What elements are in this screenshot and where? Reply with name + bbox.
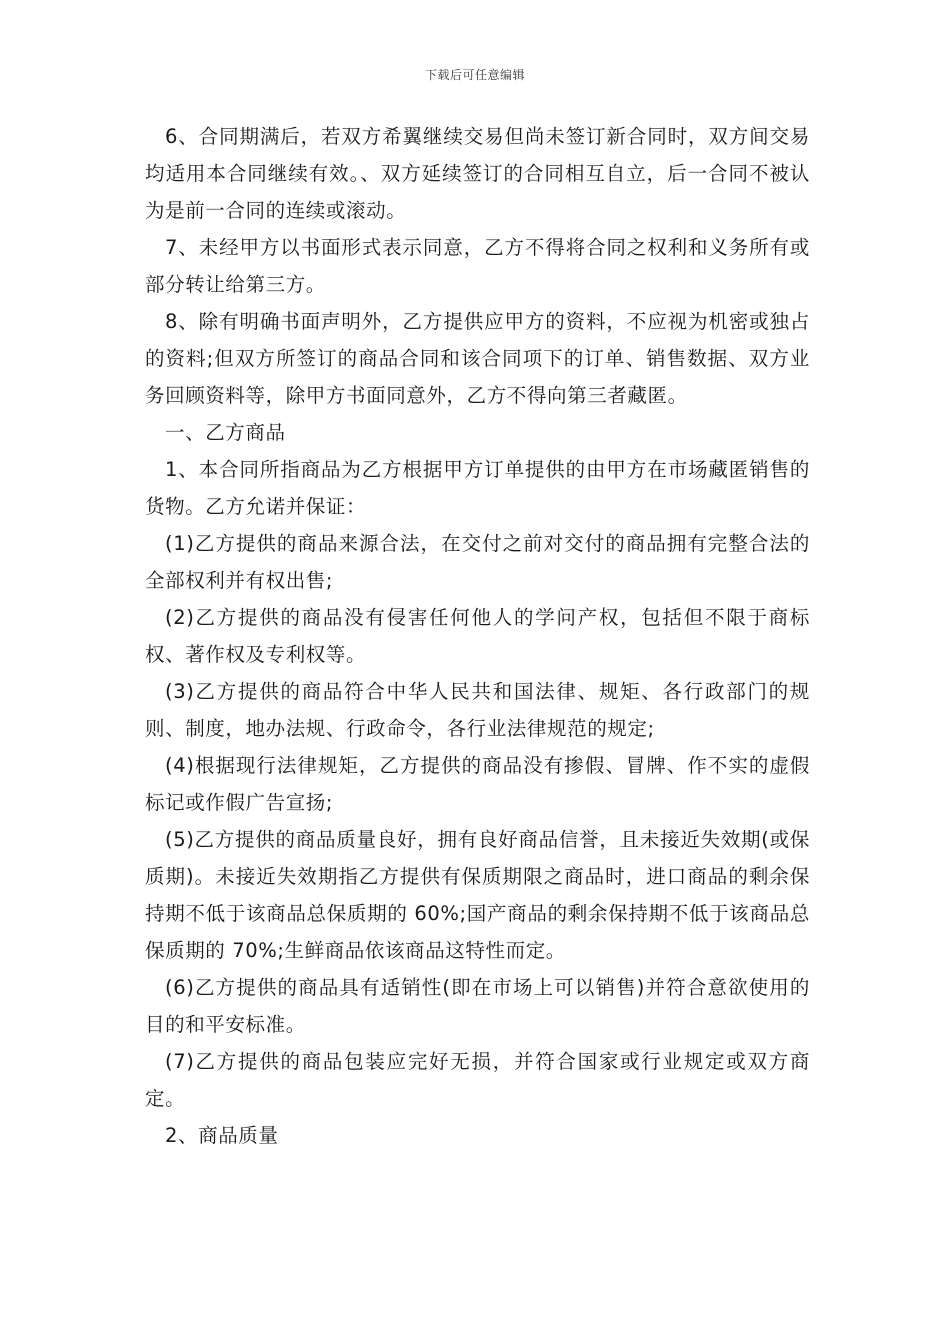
header-note: 下载后可任意编辑 [424, 68, 525, 82]
warranty-item-6: (6)乙方提供的商品具有适销性(即在市场上可以销售)并符合意欲使用的目的和平安标准。 [145, 976, 810, 1036]
warranty-item-3: (3)乙方提供的商品符合中华人民共和国法律、规矩、各行政部门的规则、制度，地办法规、行政命令，各行业法律规范的规定; [145, 680, 810, 740]
clause-8: 8、除有明确书面声明外，乙方提供应甲方的资料，不应视为机密或独占的资料;但双方所签订的商品合同和该合同项下的订单、销售数据、双方业务回顾资料等，除甲方书面同意外，乙方不得向第三者藏匿。 [145, 310, 810, 407]
warranty-item-7: (7)乙方提供的商品包装应完好无损，并符合国家或行业规定或双方商定。 [145, 1050, 810, 1110]
warranty-item-5: (5)乙方提供的商品质量良好，拥有良好商品信誉，且未接近失效期(或保质期)。未接近失效期指乙方提供有保质期限之商品时，进口商品的剩余保持期不低于该商品总保质期的 60%;国产商品的剩余保持期不低于该商品总保质期的 70%;生鲜商品依该商品这特性而定。 [145, 828, 810, 962]
clause-7: 7、未经甲方以书面形式表示同意，乙方不得将合同之权利和义务所有或部分转让给第三方。 [145, 236, 810, 296]
section-heading-seller-goods: 一、乙方商品 [165, 421, 286, 444]
warranty-item-1: (1)乙方提供的商品来源合法，在交付之前对交付的商品拥有完整合法的全部权利并有权出售; [145, 532, 810, 592]
clause-goods-quality-heading: 2、商品质量 [165, 1124, 279, 1147]
clause-goods-1: 1、本合同所指商品为乙方根据甲方订单提供的由甲方在市场藏匿销售的货物。乙方允诺并保证： [145, 458, 810, 518]
warranty-item-2: (2)乙方提供的商品没有侵害任何他人的学问产权，包括但不限于商标权、著作权及专利权等。 [145, 606, 810, 666]
clause-6: 6、合同期满后，若双方希翼继续交易但尚未签订新合同时，双方间交易均适用本合同继续有效。、双方延续签订的合同相互自立，后一合同不被认为是前一合同的连续或滚动。 [145, 125, 810, 222]
document-body [145, 118, 810, 1154]
warranty-item-4: (4)根据现行法律规矩，乙方提供的商品没有掺假、冒牌、作不实的虚假标记或作假广告宣扬; [145, 754, 810, 814]
